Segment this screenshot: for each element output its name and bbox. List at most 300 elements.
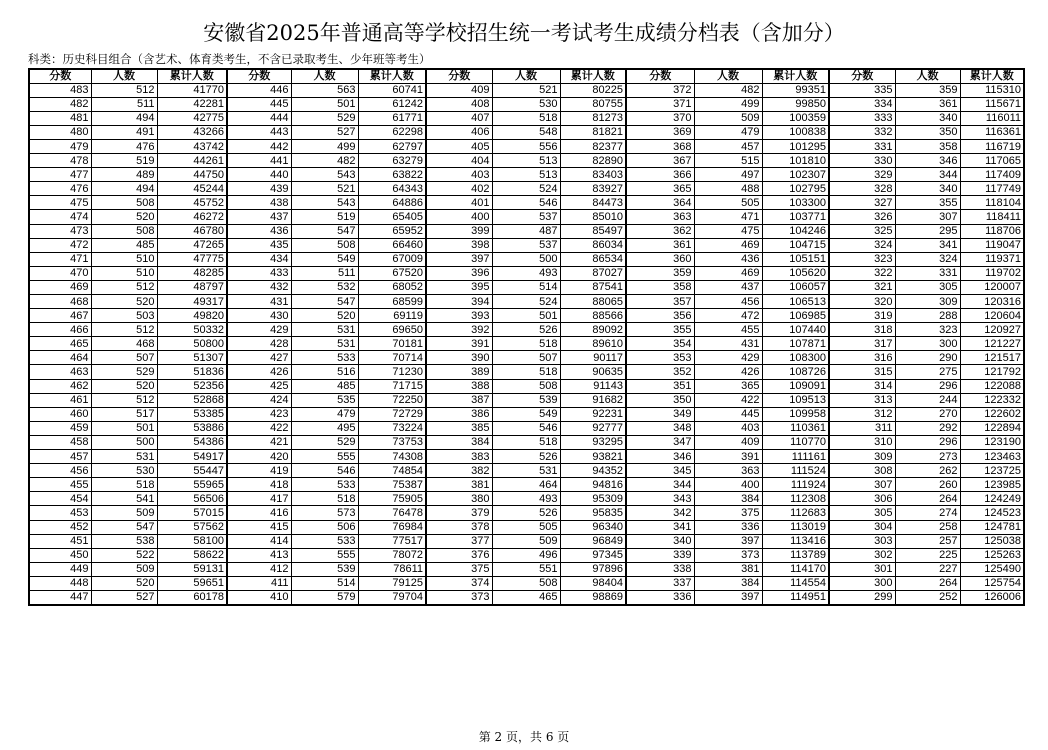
score-cell: 311 xyxy=(829,421,895,435)
cumulative-cell: 100838 xyxy=(762,125,829,139)
cumulative-cell: 77517 xyxy=(358,534,426,548)
score-cell: 376 xyxy=(426,548,492,562)
cumulative-cell: 90117 xyxy=(560,351,626,365)
count-cell: 324 xyxy=(895,252,960,266)
count-cell: 381 xyxy=(694,562,762,576)
header-cumulative: 累计人数 xyxy=(960,69,1024,83)
score-cell: 403 xyxy=(426,168,492,182)
cumulative-cell: 120604 xyxy=(960,309,1024,323)
count-cell: 555 xyxy=(291,450,358,464)
cumulative-cell: 65405 xyxy=(358,210,426,224)
count-cell: 556 xyxy=(492,139,560,153)
cumulative-cell: 123725 xyxy=(960,464,1024,478)
cumulative-cell: 65952 xyxy=(358,224,426,238)
score-cell: 382 xyxy=(426,464,492,478)
cumulative-cell: 73224 xyxy=(358,421,426,435)
score-cell: 370 xyxy=(626,111,694,125)
count-cell: 344 xyxy=(895,168,960,182)
cumulative-cell: 80755 xyxy=(560,97,626,111)
count-cell: 524 xyxy=(492,295,560,309)
score-cell: 303 xyxy=(829,534,895,548)
count-cell: 350 xyxy=(895,125,960,139)
count-cell: 497 xyxy=(694,168,762,182)
score-cell: 435 xyxy=(227,238,291,252)
score-cell: 465 xyxy=(29,337,91,351)
score-cell: 417 xyxy=(227,492,291,506)
count-cell: 505 xyxy=(492,520,560,534)
score-cell: 306 xyxy=(829,492,895,506)
table-row xyxy=(29,83,1024,97)
count-cell: 493 xyxy=(492,492,560,506)
table-row xyxy=(29,534,1024,548)
score-cell: 340 xyxy=(626,534,694,548)
cumulative-cell: 74854 xyxy=(358,464,426,478)
cumulative-cell: 90635 xyxy=(560,365,626,379)
count-cell: 225 xyxy=(895,548,960,562)
score-cell: 384 xyxy=(426,435,492,449)
cumulative-cell: 51836 xyxy=(157,365,227,379)
cumulative-cell: 70181 xyxy=(358,337,426,351)
score-cell: 312 xyxy=(829,407,895,421)
score-cell: 335 xyxy=(829,83,895,97)
score-cell: 302 xyxy=(829,548,895,562)
cumulative-cell: 63279 xyxy=(358,154,426,168)
score-cell: 406 xyxy=(426,125,492,139)
count-cell: 469 xyxy=(694,266,762,280)
count-cell: 519 xyxy=(291,210,358,224)
count-cell: 340 xyxy=(895,182,960,196)
count-cell: 482 xyxy=(291,154,358,168)
count-cell: 508 xyxy=(492,379,560,393)
header-count: 人数 xyxy=(91,69,157,83)
count-cell: 547 xyxy=(91,520,157,534)
count-cell: 526 xyxy=(492,450,560,464)
count-cell: 445 xyxy=(694,407,762,421)
score-cell: 412 xyxy=(227,562,291,576)
cumulative-cell: 43742 xyxy=(157,139,227,153)
score-cell: 321 xyxy=(829,280,895,294)
score-cell: 398 xyxy=(426,238,492,252)
score-cell: 440 xyxy=(227,168,291,182)
score-cell: 358 xyxy=(626,280,694,294)
count-cell: 468 xyxy=(91,337,157,351)
score-cell: 351 xyxy=(626,379,694,393)
cumulative-cell: 110770 xyxy=(762,435,829,449)
table-row xyxy=(29,576,1024,590)
cumulative-cell: 52868 xyxy=(157,393,227,407)
cumulative-cell: 50332 xyxy=(157,323,227,337)
cumulative-cell: 61242 xyxy=(358,97,426,111)
cumulative-cell: 98404 xyxy=(560,576,626,590)
count-cell: 496 xyxy=(492,548,560,562)
cumulative-cell: 122602 xyxy=(960,407,1024,421)
cumulative-cell: 55447 xyxy=(157,464,227,478)
cumulative-cell: 79125 xyxy=(358,576,426,590)
score-cell: 374 xyxy=(426,576,492,590)
cumulative-cell: 115671 xyxy=(960,97,1024,111)
score-cell: 338 xyxy=(626,562,694,576)
cumulative-cell: 123463 xyxy=(960,450,1024,464)
score-cell: 452 xyxy=(29,520,91,534)
cumulative-cell: 98869 xyxy=(560,590,626,604)
score-cell: 333 xyxy=(829,111,895,125)
count-cell: 508 xyxy=(492,576,560,590)
cumulative-cell: 78611 xyxy=(358,562,426,576)
count-cell: 543 xyxy=(291,168,358,182)
cumulative-cell: 48797 xyxy=(157,280,227,294)
count-cell: 532 xyxy=(291,280,358,294)
score-cell: 407 xyxy=(426,111,492,125)
count-cell: 494 xyxy=(91,182,157,196)
count-cell: 517 xyxy=(91,407,157,421)
score-cell: 475 xyxy=(29,196,91,210)
score-cell: 462 xyxy=(29,379,91,393)
count-cell: 511 xyxy=(291,266,358,280)
count-cell: 375 xyxy=(694,506,762,520)
count-cell: 331 xyxy=(895,266,960,280)
count-cell: 513 xyxy=(492,168,560,182)
score-cell: 348 xyxy=(626,421,694,435)
cumulative-cell: 88065 xyxy=(560,295,626,309)
count-cell: 520 xyxy=(291,309,358,323)
count-cell: 436 xyxy=(694,252,762,266)
score-cell: 301 xyxy=(829,562,895,576)
cumulative-cell: 114554 xyxy=(762,576,829,590)
cumulative-cell: 101295 xyxy=(762,139,829,153)
table-row xyxy=(29,323,1024,337)
count-cell: 531 xyxy=(492,464,560,478)
cumulative-cell: 83403 xyxy=(560,168,626,182)
table-body xyxy=(29,83,1024,604)
count-cell: 465 xyxy=(492,590,560,604)
score-cell: 300 xyxy=(829,576,895,590)
cumulative-cell: 110361 xyxy=(762,421,829,435)
score-cell: 385 xyxy=(426,421,492,435)
count-cell: 456 xyxy=(694,295,762,309)
cumulative-cell: 60178 xyxy=(157,590,227,604)
score-cell: 360 xyxy=(626,252,694,266)
score-cell: 478 xyxy=(29,154,91,168)
score-cell: 448 xyxy=(29,576,91,590)
cumulative-cell: 42281 xyxy=(157,97,227,111)
count-cell: 482 xyxy=(694,83,762,97)
score-cell: 397 xyxy=(426,252,492,266)
count-cell: 346 xyxy=(895,154,960,168)
count-cell: 252 xyxy=(895,590,960,604)
count-cell: 547 xyxy=(291,295,358,309)
count-cell: 522 xyxy=(91,548,157,562)
cumulative-cell: 86034 xyxy=(560,238,626,252)
score-cell: 474 xyxy=(29,210,91,224)
count-cell: 509 xyxy=(91,506,157,520)
table-row xyxy=(29,210,1024,224)
cumulative-cell: 94816 xyxy=(560,478,626,492)
count-cell: 258 xyxy=(895,520,960,534)
cumulative-cell: 102795 xyxy=(762,182,829,196)
count-cell: 471 xyxy=(694,210,762,224)
count-cell: 546 xyxy=(492,421,560,435)
count-cell: 548 xyxy=(492,125,560,139)
cumulative-cell: 82890 xyxy=(560,154,626,168)
count-cell: 531 xyxy=(291,323,358,337)
score-cell: 353 xyxy=(626,351,694,365)
score-cell: 449 xyxy=(29,562,91,576)
cumulative-cell: 119371 xyxy=(960,252,1024,266)
score-cell: 336 xyxy=(626,590,694,604)
cumulative-cell: 74308 xyxy=(358,450,426,464)
score-cell: 387 xyxy=(426,393,492,407)
table-row xyxy=(29,450,1024,464)
count-cell: 363 xyxy=(694,464,762,478)
cumulative-cell: 122894 xyxy=(960,421,1024,435)
cumulative-cell: 54917 xyxy=(157,450,227,464)
cumulative-cell: 80225 xyxy=(560,83,626,97)
score-cell: 323 xyxy=(829,252,895,266)
cumulative-cell: 120007 xyxy=(960,280,1024,294)
score-cell: 472 xyxy=(29,238,91,252)
score-cell: 463 xyxy=(29,365,91,379)
cumulative-cell: 44261 xyxy=(157,154,227,168)
score-cell: 424 xyxy=(227,393,291,407)
score-cell: 466 xyxy=(29,323,91,337)
score-cell: 455 xyxy=(29,478,91,492)
cumulative-cell: 83927 xyxy=(560,182,626,196)
count-cell: 512 xyxy=(91,393,157,407)
count-cell: 469 xyxy=(694,238,762,252)
count-cell: 509 xyxy=(492,534,560,548)
cumulative-cell: 117409 xyxy=(960,168,1024,182)
count-cell: 409 xyxy=(694,435,762,449)
table-row xyxy=(29,280,1024,294)
cumulative-cell: 123985 xyxy=(960,478,1024,492)
count-cell: 292 xyxy=(895,421,960,435)
cumulative-cell: 48285 xyxy=(157,266,227,280)
table-row xyxy=(29,351,1024,365)
count-cell: 499 xyxy=(694,97,762,111)
cumulative-cell: 109958 xyxy=(762,407,829,421)
score-cell: 469 xyxy=(29,280,91,294)
score-cell: 316 xyxy=(829,351,895,365)
table-row xyxy=(29,182,1024,196)
cumulative-cell: 84473 xyxy=(560,196,626,210)
count-cell: 526 xyxy=(492,506,560,520)
header-count: 人数 xyxy=(694,69,762,83)
count-cell: 472 xyxy=(694,309,762,323)
count-cell: 529 xyxy=(291,435,358,449)
cumulative-cell: 91682 xyxy=(560,393,626,407)
cumulative-cell: 76984 xyxy=(358,520,426,534)
count-cell: 296 xyxy=(895,379,960,393)
count-cell: 529 xyxy=(291,111,358,125)
table-row xyxy=(29,464,1024,478)
cumulative-cell: 122088 xyxy=(960,379,1024,393)
score-cell: 399 xyxy=(426,224,492,238)
cumulative-cell: 72729 xyxy=(358,407,426,421)
count-cell: 555 xyxy=(291,548,358,562)
score-cell: 401 xyxy=(426,196,492,210)
cumulative-cell: 87027 xyxy=(560,266,626,280)
table-row xyxy=(29,139,1024,153)
cumulative-cell: 105151 xyxy=(762,252,829,266)
cumulative-cell: 100359 xyxy=(762,111,829,125)
count-cell: 437 xyxy=(694,280,762,294)
cumulative-cell: 114951 xyxy=(762,590,829,604)
cumulative-cell: 117749 xyxy=(960,182,1024,196)
score-cell: 427 xyxy=(227,351,291,365)
score-cell: 375 xyxy=(426,562,492,576)
cumulative-cell: 61771 xyxy=(358,111,426,125)
cumulative-cell: 124249 xyxy=(960,492,1024,506)
count-cell: 501 xyxy=(492,309,560,323)
score-cell: 346 xyxy=(626,450,694,464)
score-cell: 437 xyxy=(227,210,291,224)
score-cell: 483 xyxy=(29,83,91,97)
cumulative-cell: 87541 xyxy=(560,280,626,294)
score-cell: 434 xyxy=(227,252,291,266)
cumulative-cell: 59131 xyxy=(157,562,227,576)
score-cell: 451 xyxy=(29,534,91,548)
cumulative-cell: 116011 xyxy=(960,111,1024,125)
count-cell: 488 xyxy=(694,182,762,196)
score-cell: 308 xyxy=(829,464,895,478)
count-cell: 533 xyxy=(291,478,358,492)
cumulative-cell: 73753 xyxy=(358,435,426,449)
cumulative-cell: 115310 xyxy=(960,83,1024,97)
count-cell: 457 xyxy=(694,139,762,153)
cumulative-cell: 47265 xyxy=(157,238,227,252)
cumulative-cell: 105620 xyxy=(762,266,829,280)
score-cell: 314 xyxy=(829,379,895,393)
cumulative-cell: 113789 xyxy=(762,548,829,562)
score-cell: 334 xyxy=(829,97,895,111)
score-cell: 460 xyxy=(29,407,91,421)
header-cumulative: 累计人数 xyxy=(560,69,626,83)
score-cell: 481 xyxy=(29,111,91,125)
score-cell: 430 xyxy=(227,309,291,323)
cumulative-cell: 111924 xyxy=(762,478,829,492)
count-cell: 384 xyxy=(694,492,762,506)
header-cumulative: 累计人数 xyxy=(157,69,227,83)
cumulative-cell: 64343 xyxy=(358,182,426,196)
count-cell: 508 xyxy=(91,224,157,238)
count-cell: 538 xyxy=(91,534,157,548)
cumulative-cell: 67009 xyxy=(358,252,426,266)
count-cell: 391 xyxy=(694,450,762,464)
table-row xyxy=(29,154,1024,168)
score-cell: 392 xyxy=(426,323,492,337)
score-cell: 349 xyxy=(626,407,694,421)
cumulative-cell: 68052 xyxy=(358,280,426,294)
count-cell: 501 xyxy=(291,97,358,111)
count-cell: 521 xyxy=(291,182,358,196)
count-cell: 397 xyxy=(694,590,762,604)
count-cell: 489 xyxy=(91,168,157,182)
cumulative-cell: 108726 xyxy=(762,365,829,379)
header-count: 人数 xyxy=(492,69,560,83)
score-cell: 326 xyxy=(829,210,895,224)
cumulative-cell: 44750 xyxy=(157,168,227,182)
count-cell: 508 xyxy=(91,196,157,210)
table-row xyxy=(29,97,1024,111)
score-cell: 330 xyxy=(829,154,895,168)
cumulative-cell: 94352 xyxy=(560,464,626,478)
count-cell: 264 xyxy=(895,492,960,506)
table-row xyxy=(29,421,1024,435)
count-cell: 549 xyxy=(492,407,560,421)
cumulative-cell: 69650 xyxy=(358,323,426,337)
count-cell: 336 xyxy=(694,520,762,534)
score-cell: 357 xyxy=(626,295,694,309)
score-cell: 344 xyxy=(626,478,694,492)
cumulative-cell: 125038 xyxy=(960,534,1024,548)
cumulative-cell: 64886 xyxy=(358,196,426,210)
cumulative-cell: 86534 xyxy=(560,252,626,266)
count-cell: 518 xyxy=(492,111,560,125)
score-cell: 431 xyxy=(227,295,291,309)
cumulative-cell: 107871 xyxy=(762,337,829,351)
header-score: 分数 xyxy=(227,69,291,83)
cumulative-cell: 45752 xyxy=(157,196,227,210)
score-cell: 383 xyxy=(426,450,492,464)
score-cell: 378 xyxy=(426,520,492,534)
cumulative-cell: 85010 xyxy=(560,210,626,224)
count-cell: 518 xyxy=(492,435,560,449)
cumulative-cell: 126006 xyxy=(960,590,1024,604)
count-cell: 494 xyxy=(91,111,157,125)
score-cell: 309 xyxy=(829,450,895,464)
cumulative-cell: 60741 xyxy=(358,83,426,97)
score-cell: 422 xyxy=(227,421,291,435)
score-cell: 423 xyxy=(227,407,291,421)
score-cell: 454 xyxy=(29,492,91,506)
cumulative-cell: 82377 xyxy=(560,139,626,153)
header-count: 人数 xyxy=(291,69,358,83)
table-row xyxy=(29,562,1024,576)
count-cell: 530 xyxy=(492,97,560,111)
score-cell: 361 xyxy=(626,238,694,252)
score-cell: 473 xyxy=(29,224,91,238)
score-cell: 467 xyxy=(29,309,91,323)
count-cell: 485 xyxy=(91,238,157,252)
cumulative-cell: 95309 xyxy=(560,492,626,506)
score-cell: 373 xyxy=(426,590,492,604)
cumulative-cell: 92777 xyxy=(560,421,626,435)
cumulative-cell: 57015 xyxy=(157,506,227,520)
cumulative-cell: 67520 xyxy=(358,266,426,280)
score-cell: 347 xyxy=(626,435,694,449)
count-cell: 403 xyxy=(694,421,762,435)
score-cell: 432 xyxy=(227,280,291,294)
score-cell: 456 xyxy=(29,464,91,478)
score-cell: 337 xyxy=(626,576,694,590)
cumulative-cell: 109091 xyxy=(762,379,829,393)
score-cell: 350 xyxy=(626,393,694,407)
score-cell: 381 xyxy=(426,478,492,492)
count-cell: 422 xyxy=(694,393,762,407)
header-score: 分数 xyxy=(426,69,492,83)
cumulative-cell: 68599 xyxy=(358,295,426,309)
cumulative-cell: 117065 xyxy=(960,154,1024,168)
score-cell: 464 xyxy=(29,351,91,365)
table-row xyxy=(29,379,1024,393)
cumulative-cell: 75387 xyxy=(358,478,426,492)
score-cell: 318 xyxy=(829,323,895,337)
count-cell: 508 xyxy=(291,238,358,252)
table-row xyxy=(29,266,1024,280)
count-cell: 323 xyxy=(895,323,960,337)
cumulative-cell: 59651 xyxy=(157,576,227,590)
score-cell: 471 xyxy=(29,252,91,266)
